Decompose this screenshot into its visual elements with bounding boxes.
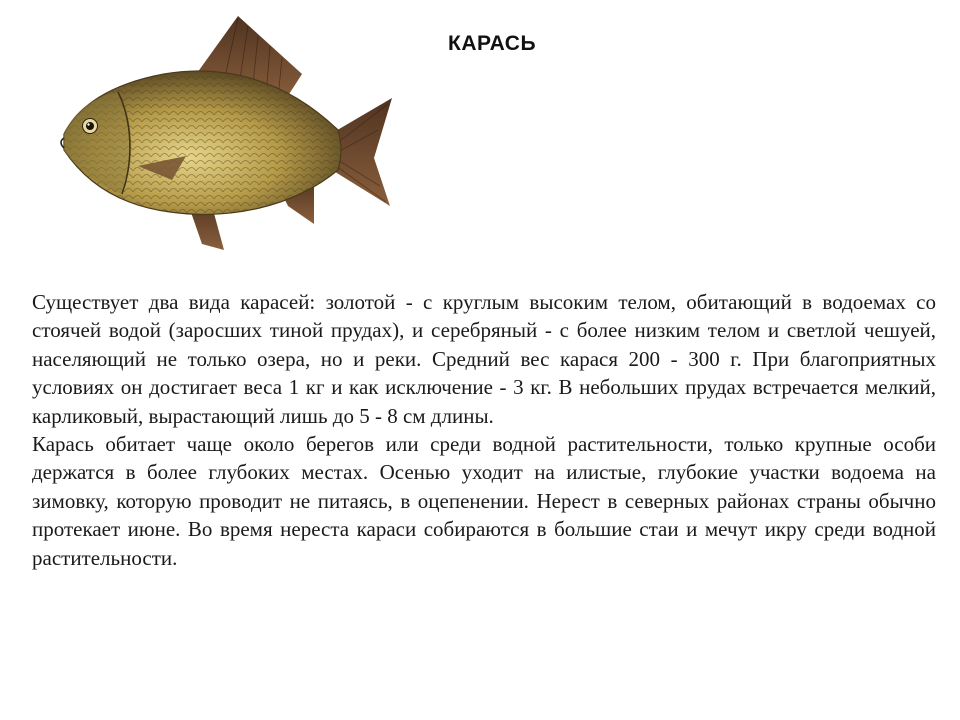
paragraph-species: Существует два вида карасей: золотой - с круглым высоким телом, обитающий в водоемах со стоячей водой (заросших тиной прудах), и серебряный - с более низким телом и светлой чешуей, населяющий не только озера, но и реки. Средний вес карася 200 - 300 г. При благоприятных условиях он достигает веса 1 кг и как исключение - 3 кг. В небольших прудах встречается мелкий, карликовый, вырастающий лишь до 5 - 8 см длины. (32, 290, 936, 428)
body-text (32, 288, 936, 572)
page-title: КАРАСЬ (448, 32, 537, 55)
paragraph-habitat: Карась обитает чаще около берегов или среди водной растительности, только крупные особи держатся в более глубоких местах. Осенью уходит на илистые, глубокие участки водоема на зимовку, которую проводит не питаясь, в оцепенении. Нерест в северных районах страны обычно протекает июне. Во время нереста караси собираются в большие стаи и мечут икру среди водной растительности. (32, 432, 936, 570)
crucian-carp-fish-illustration (52, 10, 408, 254)
gill-cover (64, 92, 131, 194)
